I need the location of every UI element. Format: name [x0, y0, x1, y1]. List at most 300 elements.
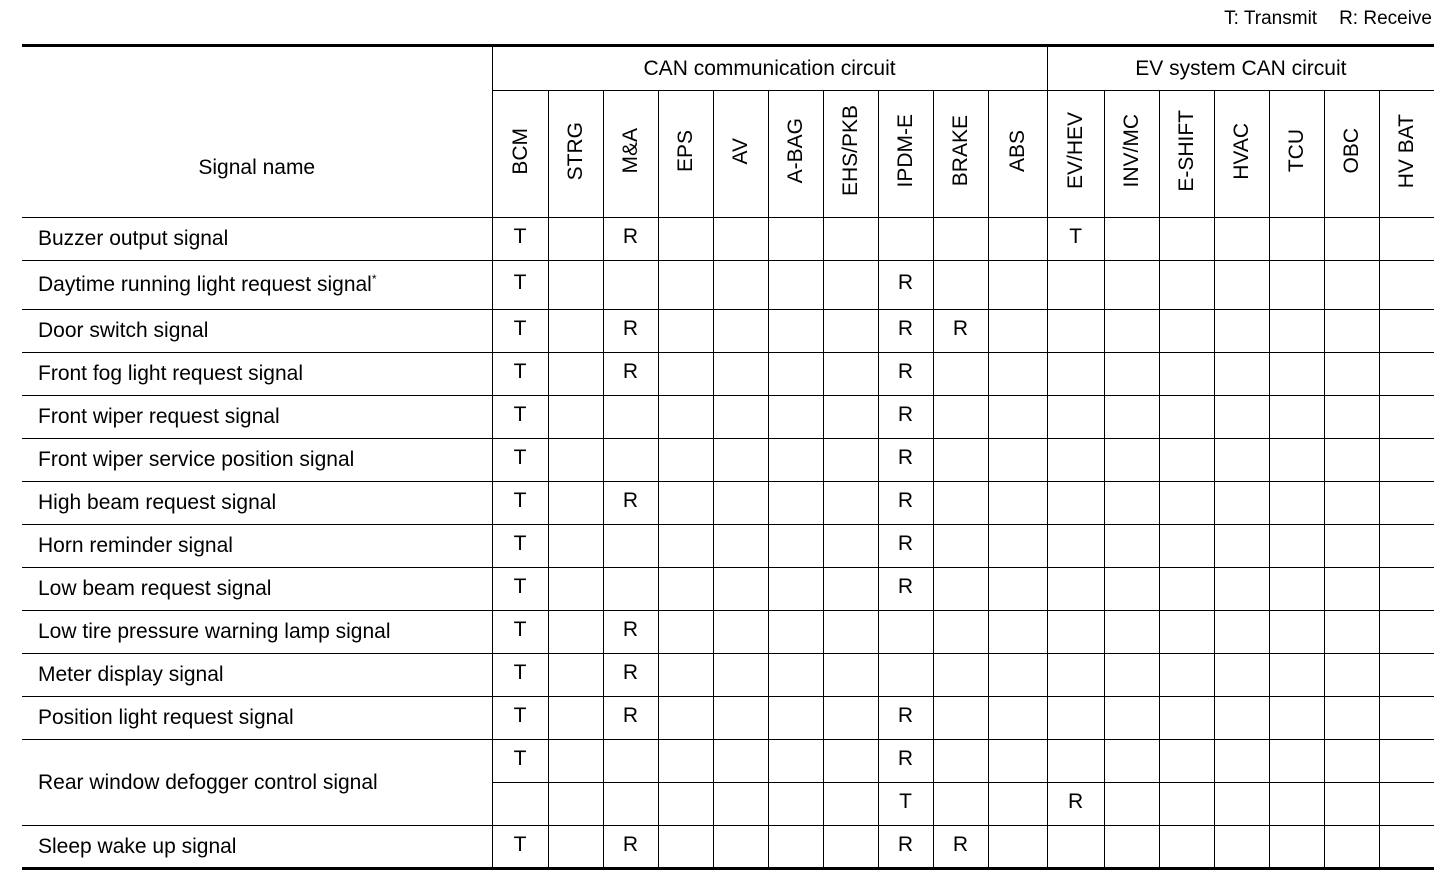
signal-cell: [603, 568, 658, 611]
signal-name-cell: [22, 261, 492, 310]
signal-cell: [933, 439, 988, 482]
signal-name: Low tire pressure warning lamp signal: [38, 620, 391, 643]
column-header-strg: [548, 91, 603, 218]
signal-cell: [658, 218, 713, 261]
signal-cell: [988, 525, 1047, 568]
signal-cell: R: [603, 654, 658, 697]
signal-cell: [1214, 826, 1269, 869]
signal-cell: [1379, 568, 1434, 611]
signal-cell: [1269, 826, 1324, 869]
signal-cell: [1047, 611, 1104, 654]
signal-cell: [933, 611, 988, 654]
signal-cell: [548, 697, 603, 740]
signal-cell: [603, 525, 658, 568]
signal-cell: [1379, 611, 1434, 654]
signal-cell: [1214, 439, 1269, 482]
signal-cell: [823, 740, 878, 783]
column-header-e-shift: [1159, 91, 1214, 218]
signal-name-cell: [22, 482, 492, 525]
signal-cell: [1324, 568, 1379, 611]
signal-cell: [1159, 697, 1214, 740]
signal-cell: [823, 396, 878, 439]
signal-cell: [1214, 396, 1269, 439]
signal-cell: [1379, 740, 1434, 783]
signal-cell: [1324, 697, 1379, 740]
signal-cell: [823, 611, 878, 654]
signal-cell: [1159, 353, 1214, 396]
signal-cell: R: [878, 740, 933, 783]
signal-cell: [1159, 826, 1214, 869]
signal-cell: [1324, 218, 1379, 261]
signal-cell: [1104, 783, 1159, 826]
signal-name: Horn reminder signal: [38, 534, 233, 557]
signal-cell: [1214, 654, 1269, 697]
signal-cell: [548, 525, 603, 568]
signal-cell: T: [492, 482, 548, 525]
signal-cell: [1047, 654, 1104, 697]
signal-cell: [1159, 396, 1214, 439]
column-header-label: STRG: [564, 121, 587, 181]
table-row: [22, 697, 1434, 740]
signal-cell: [548, 482, 603, 525]
signal-cell: [1047, 482, 1104, 525]
signal-name-cell: [22, 353, 492, 396]
signal-cell: [603, 783, 658, 826]
signal-cell: [548, 310, 603, 353]
signal-cell: [1379, 261, 1434, 310]
signal-cell: [1104, 697, 1159, 740]
signal-cell: [768, 310, 823, 353]
signal-cell: R: [603, 353, 658, 396]
signal-cell: R: [603, 310, 658, 353]
signal-cell: [823, 697, 878, 740]
signal-cell: R: [603, 697, 658, 740]
signal-cell: [1269, 525, 1324, 568]
signal-cell: [1104, 568, 1159, 611]
signal-cell: R: [603, 611, 658, 654]
signal-cell: [548, 218, 603, 261]
signal-cell: [988, 740, 1047, 783]
column-header-abs: [988, 91, 1047, 218]
signal-cell: [1104, 826, 1159, 869]
column-header-label: BRAKE: [949, 115, 972, 187]
signal-cell: [713, 396, 768, 439]
signal-cell: [1047, 740, 1104, 783]
signal-cell: [933, 261, 988, 310]
signal-name: Meter display signal: [38, 663, 224, 686]
signal-cell: [713, 218, 768, 261]
signal-cell: R: [878, 353, 933, 396]
signal-name: Position light request signal: [38, 706, 294, 729]
signal-cell: [878, 654, 933, 697]
signal-cell: T: [878, 783, 933, 826]
signal-cell: [823, 525, 878, 568]
signal-cell: [823, 261, 878, 310]
signal-cell: [713, 611, 768, 654]
signal-cell: T: [492, 310, 548, 353]
signal-cell: [1379, 654, 1434, 697]
signal-cell: [713, 826, 768, 869]
signal-cell: [878, 218, 933, 261]
signal-cell: T: [492, 697, 548, 740]
table-row: [22, 261, 1434, 310]
signal-cell: [933, 697, 988, 740]
signal-cell: [603, 439, 658, 482]
table-row: [22, 482, 1434, 525]
signal-cell: [658, 482, 713, 525]
signal-cell: [1047, 310, 1104, 353]
signal-cell: [1269, 396, 1324, 439]
signal-cell: [988, 697, 1047, 740]
signal-cell: [1324, 439, 1379, 482]
column-header-hvac: [1214, 91, 1269, 218]
signal-cell: [713, 482, 768, 525]
signal-cell: [823, 482, 878, 525]
signal-cell: [548, 826, 603, 869]
signal-cell: [1214, 218, 1269, 261]
column-header-bcm: [492, 91, 548, 218]
signal-cell: [1104, 218, 1159, 261]
signal-cell: [1379, 218, 1434, 261]
signal-cell: [1214, 568, 1269, 611]
signal-cell: [658, 697, 713, 740]
signal-cell: [768, 783, 823, 826]
signal-cell: R: [603, 826, 658, 869]
table-row: [22, 611, 1434, 654]
signal-cell: [492, 783, 548, 826]
signal-cell: [1269, 439, 1324, 482]
column-header-label: HVAC: [1230, 122, 1254, 180]
column-header-inv-mc: [1104, 91, 1159, 218]
signal-cell: R: [878, 826, 933, 869]
signal-name-cell: [22, 310, 492, 353]
signal-cell: [823, 353, 878, 396]
signal-cell: [1324, 783, 1379, 826]
table-row: [22, 568, 1434, 611]
signal-cell: [1047, 568, 1104, 611]
signal-cell: [988, 568, 1047, 611]
signal-cell: T: [492, 568, 548, 611]
signal-cell: [1159, 783, 1214, 826]
signal-cell: [823, 310, 878, 353]
signal-cell: [1379, 697, 1434, 740]
signal-cell: [658, 396, 713, 439]
signal-cell: [1269, 740, 1324, 783]
table-row: [22, 218, 1434, 261]
signal-cell: R: [878, 525, 933, 568]
signal-cell: [1047, 525, 1104, 568]
signal-cell: [658, 611, 713, 654]
signal-cell: T: [492, 439, 548, 482]
signal-cell: [1104, 525, 1159, 568]
signal-cell: [988, 783, 1047, 826]
signal-cell: [768, 353, 823, 396]
signal-cell: [548, 353, 603, 396]
signal-cell: T: [492, 826, 548, 869]
column-header-label: BCM: [508, 127, 532, 175]
footnote-mark: *: [371, 272, 377, 286]
signal-name: Daytime running light request signal: [38, 273, 372, 296]
signal-cell: [1214, 783, 1269, 826]
signal-cell: [1324, 525, 1379, 568]
table-row: [22, 654, 1434, 697]
signal-cell: [933, 482, 988, 525]
signal-cell: [658, 261, 713, 310]
column-header-av: [713, 91, 768, 218]
table-row: [22, 439, 1434, 482]
signal-cell: [768, 697, 823, 740]
signal-name: Front fog light request signal: [38, 362, 303, 385]
signal-cell: [658, 439, 713, 482]
signal-cell: [988, 611, 1047, 654]
signal-cell: [658, 654, 713, 697]
legend-transmit: T: Transmit: [1224, 8, 1318, 29]
signal-cell: [1379, 353, 1434, 396]
signal-name-cell: [22, 697, 492, 740]
signal-cell: [1047, 439, 1104, 482]
can-signal-table: [22, 44, 1434, 870]
signal-cell: [603, 396, 658, 439]
signal-cell: [1047, 396, 1104, 439]
signal-name: High beam request signal: [38, 491, 277, 514]
column-header-tcu: [1269, 91, 1324, 218]
signal-cell: [1214, 740, 1269, 783]
column-header-label: EPS: [674, 129, 697, 173]
signal-cell: T: [492, 611, 548, 654]
signal-cell: T: [492, 654, 548, 697]
signal-cell: [823, 783, 878, 826]
signal-cell: [1379, 525, 1434, 568]
signal-cell: T: [1047, 218, 1104, 261]
signal-cell: [988, 261, 1047, 310]
signal-name-cell: [22, 826, 492, 869]
signal-cell: R: [603, 218, 658, 261]
signal-cell: [1104, 439, 1159, 482]
signal-cell: [768, 482, 823, 525]
signal-cell: [1269, 611, 1324, 654]
signal-cell: [933, 396, 988, 439]
signal-cell: [933, 568, 988, 611]
signal-cell: [988, 310, 1047, 353]
signal-cell: [1159, 611, 1214, 654]
signal-cell: [658, 740, 713, 783]
column-header-eps: [658, 91, 713, 218]
signal-cell: T: [492, 740, 548, 783]
signal-cell: [658, 353, 713, 396]
signal-cell: [823, 439, 878, 482]
signal-name-cell: [22, 218, 492, 261]
signal-cell: [988, 826, 1047, 869]
signal-cell: [1324, 740, 1379, 783]
column-header-label: OBC: [1340, 128, 1364, 174]
table-row: [22, 396, 1434, 439]
signal-cell: R: [878, 482, 933, 525]
table-row: [22, 310, 1434, 353]
signal-cell: [1269, 353, 1324, 396]
signal-cell: [1047, 261, 1104, 310]
signal-cell: [548, 740, 603, 783]
signal-cell: [823, 218, 878, 261]
column-header-brake: [933, 91, 988, 218]
signal-cell: [713, 261, 768, 310]
signal-name-cell: [22, 740, 492, 826]
table-row: [22, 826, 1434, 869]
signal-cell: [988, 654, 1047, 697]
legend-receive: R: Receive: [1339, 8, 1432, 29]
signal-cell: [1269, 482, 1324, 525]
signal-name: Sleep wake up signal: [38, 834, 237, 858]
column-header-label: HV BAT: [1395, 113, 1419, 189]
signal-cell: T: [492, 218, 548, 261]
signal-cell: [548, 261, 603, 310]
signal-cell: [1269, 783, 1324, 826]
signal-cell: [713, 783, 768, 826]
column-header-m-a: [603, 91, 658, 218]
signal-cell: [1214, 482, 1269, 525]
signal-cell: [658, 525, 713, 568]
signal-cell: [933, 353, 988, 396]
signal-cell: [658, 310, 713, 353]
signal-cell: [1269, 568, 1324, 611]
ev-can-circuit-header: EV system CAN circuit: [1047, 46, 1434, 91]
signal-cell: [1159, 439, 1214, 482]
signal-cell: [1104, 261, 1159, 310]
signal-cell: [548, 439, 603, 482]
signal-name-header: Signal name: [22, 46, 492, 218]
signal-cell: R: [878, 261, 933, 310]
signal-cell: [1324, 611, 1379, 654]
signal-cell: [713, 353, 768, 396]
signal-name-cell: [22, 611, 492, 654]
signal-cell: [768, 654, 823, 697]
signal-cell: [1324, 396, 1379, 439]
column-header-label: ABS: [1006, 129, 1030, 173]
signal-cell: [1379, 396, 1434, 439]
table-row: [22, 740, 1434, 783]
signal-cell: [1324, 826, 1379, 869]
column-header-label: A-BAG: [784, 118, 807, 184]
table-row: [22, 353, 1434, 396]
signal-cell: [1269, 218, 1324, 261]
signal-cell: [658, 826, 713, 869]
signal-cell: [1214, 261, 1269, 310]
signal-cell: T: [492, 261, 548, 310]
signal-cell: T: [492, 396, 548, 439]
signal-cell: [823, 654, 878, 697]
signal-cell: [768, 826, 823, 869]
signal-cell: R: [1047, 783, 1104, 826]
signal-cell: [1104, 353, 1159, 396]
signal-cell: [933, 783, 988, 826]
signal-cell: T: [492, 525, 548, 568]
signal-cell: R: [878, 310, 933, 353]
signal-cell: [713, 439, 768, 482]
table-row: [22, 525, 1434, 568]
signal-cell: R: [878, 396, 933, 439]
column-header-label: TCU: [1285, 129, 1309, 173]
signal-cell: [713, 740, 768, 783]
signal-cell: [713, 310, 768, 353]
signal-cell: [1047, 826, 1104, 869]
signal-cell: [988, 439, 1047, 482]
signal-name-cell: [22, 568, 492, 611]
signal-cell: [768, 740, 823, 783]
signal-cell: [1379, 439, 1434, 482]
column-header-label: EHS/PKB: [839, 105, 862, 197]
signal-cell: R: [878, 568, 933, 611]
signal-cell: [1269, 261, 1324, 310]
signal-cell: [1214, 697, 1269, 740]
signal-cell: [768, 611, 823, 654]
signal-cell: [548, 654, 603, 697]
signal-cell: [1379, 783, 1434, 826]
column-header-ipdm-e: [878, 91, 933, 218]
column-header-ehs-pkb: [823, 91, 878, 218]
signal-cell: [1047, 353, 1104, 396]
signal-name-cell: [22, 654, 492, 697]
signal-cell: [1379, 826, 1434, 869]
signal-cell: [1104, 611, 1159, 654]
signal-cell: [1269, 697, 1324, 740]
signal-cell: [933, 740, 988, 783]
signal-cell: R: [933, 826, 988, 869]
signal-cell: [768, 568, 823, 611]
signal-cell: [1104, 396, 1159, 439]
signal-cell: [878, 611, 933, 654]
signal-cell: [548, 783, 603, 826]
signal-cell: [1159, 525, 1214, 568]
signal-cell: [988, 353, 1047, 396]
signal-cell: [658, 568, 713, 611]
signal-cell: [1324, 482, 1379, 525]
signal-cell: [1159, 218, 1214, 261]
signal-name: Low beam request signal: [38, 577, 272, 600]
column-header-hv-bat: [1379, 91, 1434, 218]
signal-cell: [768, 396, 823, 439]
signal-cell: [1214, 353, 1269, 396]
column-header-label: INV/MC: [1120, 114, 1144, 188]
signal-cell: [1159, 568, 1214, 611]
signal-cell: [933, 654, 988, 697]
signal-cell: [1379, 310, 1434, 353]
legend: [1224, 8, 1432, 30]
signal-cell: [768, 218, 823, 261]
signal-name: Front wiper service position signal: [38, 448, 355, 471]
signal-cell: [1159, 654, 1214, 697]
column-header-label: EV/HEV: [1064, 112, 1088, 190]
signal-cell: [1269, 654, 1324, 697]
signal-cell: [1159, 310, 1214, 353]
signal-cell: R: [603, 482, 658, 525]
signal-name: Buzzer output signal: [38, 227, 229, 250]
signal-cell: [713, 568, 768, 611]
signal-cell: R: [933, 310, 988, 353]
signal-cell: [548, 568, 603, 611]
signal-cell: [548, 396, 603, 439]
signal-cell: [823, 826, 878, 869]
column-header-label: M&A: [619, 128, 642, 174]
signal-cell: [768, 261, 823, 310]
signal-cell: [548, 611, 603, 654]
signal-name: Door switch signal: [38, 319, 209, 342]
column-header-obc: [1324, 91, 1379, 218]
signal-cell: [1269, 310, 1324, 353]
can-circuit-header: CAN communication circuit: [492, 46, 1047, 91]
signal-cell: [1104, 310, 1159, 353]
signal-cell: [1159, 740, 1214, 783]
signal-cell: R: [878, 697, 933, 740]
signal-cell: [1214, 310, 1269, 353]
